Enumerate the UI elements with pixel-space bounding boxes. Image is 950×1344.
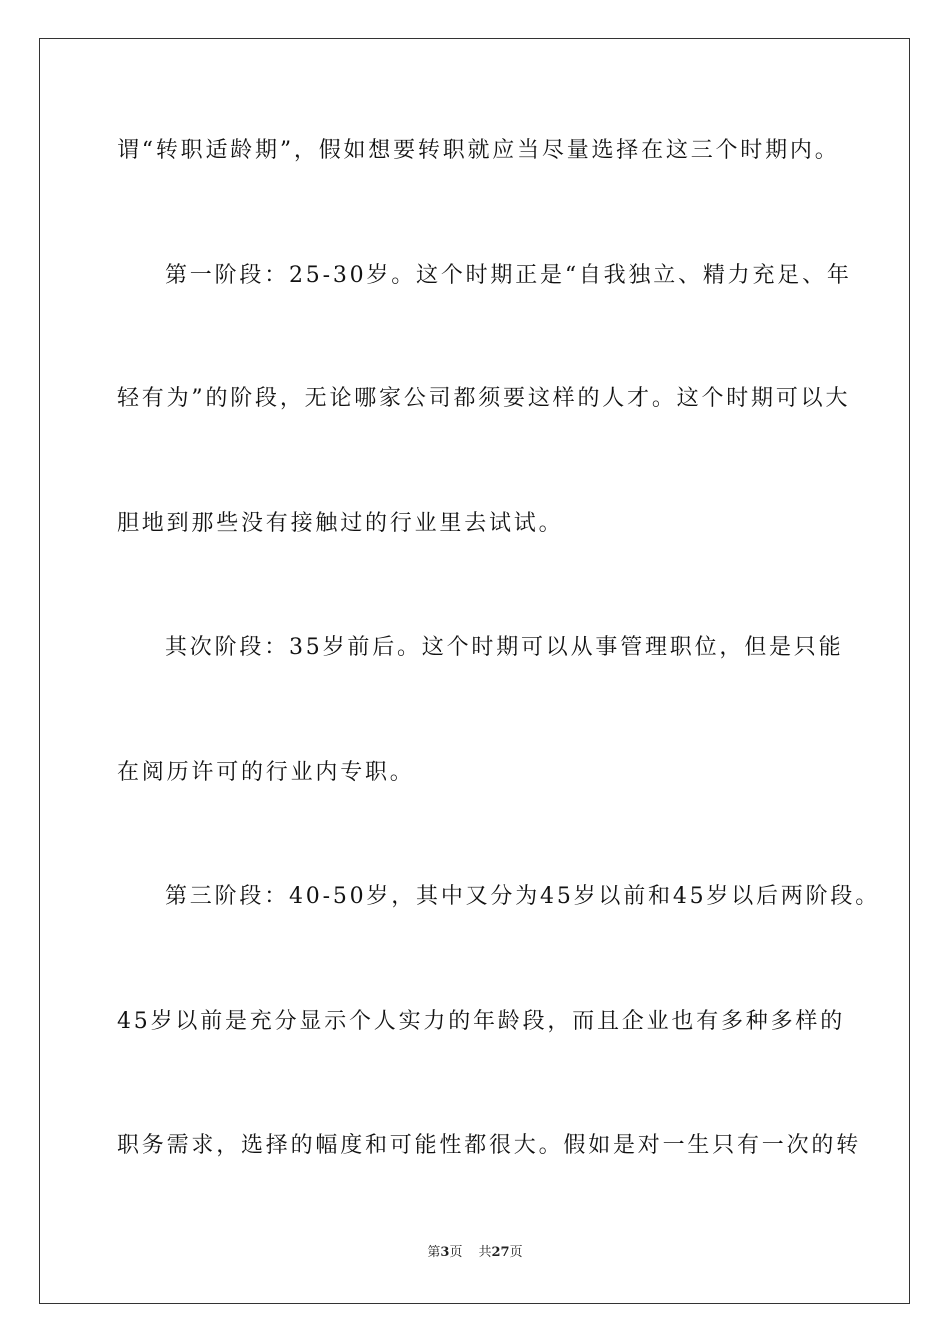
total-suffix: 页: [509, 1245, 523, 1260]
paragraph-line: 轻有为”的阶段，无论哪家公司都须要这样的人才。这个时期可以大: [117, 386, 851, 411]
paragraph-line: 在阅历许可的行业内专职。: [117, 760, 415, 785]
page-footer: [0, 1244, 950, 1262]
paragraph-line: 胆地到那些没有接触过的行业里去试试。: [117, 511, 564, 536]
paragraph-line: 45岁以前是充分显示个人实力的年龄段，而且企业也有多种多样的: [117, 1009, 845, 1034]
total-pages: 27: [491, 1245, 510, 1260]
page-suffix: 页: [449, 1245, 463, 1260]
page-prefix: 第: [427, 1245, 441, 1260]
total-prefix: 共: [478, 1245, 492, 1260]
paragraph-line: 谓“转职适龄期”，假如想要转职就应当尽量选择在这三个时期内。: [117, 138, 840, 163]
page-border: [39, 38, 910, 1304]
paragraph-line: 其次阶段：35岁前后。这个时期可以从事管理职位，但是只能: [165, 635, 844, 660]
paragraph-line: 第一阶段：25-30岁。这个时期正是“自我独立、精力充足、年: [165, 263, 852, 288]
paragraph-line: 职务需求，选择的幅度和可能性都很大。假如是对一生只有一次的转: [117, 1133, 862, 1158]
paragraph-line: 第三阶段：40-50岁，其中又分为45岁以前和45岁以后两阶段。: [165, 884, 881, 909]
page-number: 3: [440, 1245, 450, 1260]
